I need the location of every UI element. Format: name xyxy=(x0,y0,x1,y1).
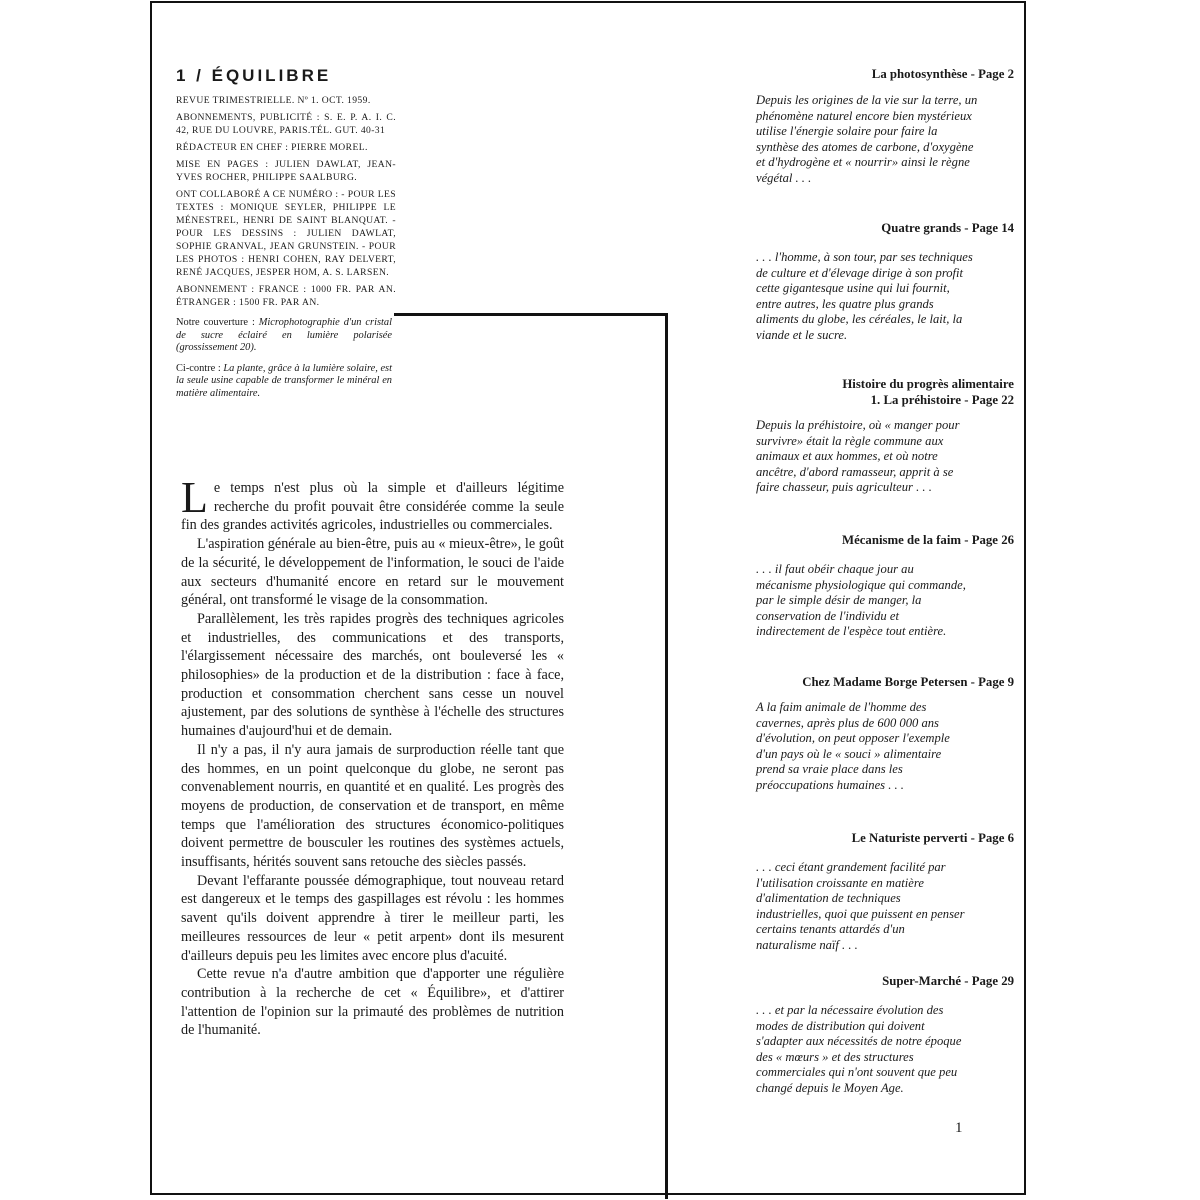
contributors-credits: ONT COLLABORÉ A CE NUMÉRO : - POUR LES TEXTES : MONIQUE SEYLER, PHILIPPE LE MÉNESTREL, HENRI DE SAINT BLANQUAT. - POUR LES DESSINS : JULIEN DAWLAT, SOPHIE GRANVAL, JEAN GRUNSTEIN. - POUR LES PHOTOS : HENRI COHEN, RAY DELVERT, RENÉ JACQUES, JESPER HOM, A. S. LARSEN. xyxy=(176,189,396,278)
toc-heading: Chez Madame Borge Petersen - Page 9 xyxy=(802,675,1014,689)
bracket-rule-vertical xyxy=(665,313,668,1199)
page-number: 1 xyxy=(955,1120,963,1136)
masthead xyxy=(176,66,396,404)
journal-title: 1 / ÉQUILIBRE xyxy=(176,66,332,85)
toc-heading: Quatre grands - Page 14 xyxy=(881,221,1014,235)
article-paragraph-5: Devant l'effarante poussée démographique, tout nouveau retard est dangereux et le temps des gaspillages est révolu : les hommes savent qu'ils doivent apprendre à tirer le meilleur parti, les meilleures ressources de leur « petit arpent» dont ils mesurent d'ailleurs depuis peu les limites avec encore plus d'acuité. xyxy=(181,872,564,964)
toc-summary: . . . et par la nécessaire évolution des modes de distribution qui doivent s'adapter aux nécessités de notre époque des « mœurs » et des structures commerciales qui n'ont souvent que peu changé depuis le Moyen Age. xyxy=(756,1003,962,1095)
toc-heading: Super-Marché - Page 29 xyxy=(882,974,1014,988)
article-paragraph-1 xyxy=(181,473,564,535)
toc-entry-histoire-progres[interactable] xyxy=(756,376,1014,496)
cover-caption-text: Microphotographie d'un cristal de sucre éclairé en lumière polarisée (grossissement 20). xyxy=(176,317,392,353)
opposite-caption-text: La plante, grâce à la lumière solaire, est la seule usine capable de transformer le minéral en matière alimentaire. xyxy=(176,362,392,399)
cover-caption-label: Notre couverture : xyxy=(176,317,259,328)
editor-line: RÉDACTEUR EN CHEF : PIERRE MOREL. xyxy=(176,142,368,153)
toc-summary: Depuis les origines de la vie sur la terre, un phénomène naturel encore bien mystérieux utilise l'énergie solaire pour faire la synthèse des atomes de carbone, d'oxygène et d'hydrogène et « nourrir» ainsi le règne végétal . . . xyxy=(756,93,978,185)
issue-line: REVUE TRIMESTRIELLE. Nº 1. OCT. 1959. xyxy=(176,95,371,106)
toc-entry-super-marche[interactable] xyxy=(756,973,1014,1097)
cover-caption xyxy=(176,317,392,355)
toc-entry-quatre-grands[interactable] xyxy=(756,220,1014,344)
layout-credits: MISE EN PAGES : JULIEN DAWLAT, JEAN-YVES ROCHER, PHILIPPE SAALBURG. xyxy=(176,159,396,183)
editorial-article xyxy=(181,473,564,1040)
toc-heading-line-2: 1. La préhistoire - Page 22 xyxy=(870,393,1014,407)
toc-entry-borge-petersen[interactable] xyxy=(756,674,1014,794)
toc-summary: . . . ceci étant grandement facilité par l'utilisation croissante en matière d'alimentation de techniques industrielles, quoi que puissent en penser certains tenants attardés d'un naturalisme naïf . . . xyxy=(756,860,965,952)
article-paragraph-2: L'aspiration générale au bien-être, puis au « mieux-être», le goût de la sécurité, le développement de l'information, le souci de l'aide aux secteurs d'humanité encore en retard sur le mouvement général, ont transformé le visage de la consommation. xyxy=(181,536,564,609)
article-paragraph-3: Parallèlement, les très rapides progrès des techniques agricoles et industrielles, des communications et des transports, l'élargissement nécessaire des marchés, ont bouleversé les « philosophies» de la production et de la distribution : face à face, production et consommation cherchent sans cesse un nouvel ajustement, par des solutions de synthèse à l'échelle des structures humaines d'aujourd'hui et de demain. xyxy=(181,610,564,740)
toc-heading: La photosynthèse - Page 2 xyxy=(871,67,1014,81)
subscriptions-line: ABONNEMENTS, PUBLICITÉ : S. E. P. A. I. C. 42, RUE DU LOUVRE, PARIS.TÉL. GUT. 40-31 xyxy=(176,112,396,136)
article-paragraph-1-text: e temps n'est plus où la simple et d'ailleurs légitime recherche du profit pouvait être considérée comme la seule fin des grandes activités agricoles, industrielles ou commerciales. xyxy=(181,480,564,534)
article-paragraph-4: Il n'y a pas, il n'y aura jamais de surproduction réelle tant que des hommes, en un point quelconque du globe, ne seront pas convenablement nourris, en quantité et en qualité. Les progrès des moyens de production, de conservation et de transport, en même temps que l'amélioration des structures économico-politiques doivent permettre de bousculer les routines des systèmes actuels, insuffisants, hérités souvent sans retouche des siècles passés. xyxy=(181,741,564,871)
toc-entry-photosynthese[interactable] xyxy=(756,66,1014,187)
toc-heading: Mécanisme de la faim - Page 26 xyxy=(841,533,1014,547)
opposite-caption-label: Ci-contre : xyxy=(176,362,224,374)
bracket-rule-horizontal xyxy=(394,313,668,316)
toc-summary: A la faim animale de l'homme des cavernes, après plus de 600 000 ans d'évolution, on peut opposer l'exemple d'un pays où le « souci » alimentaire prend sa vraie place dans les préoccupations humaines . . . xyxy=(756,700,950,792)
toc-summary: . . . l'homme, à son tour, par ses techniques de culture et d'élevage dirige à son profit cette gigantesque usine qui lui fournit, entre autres, les quatre plus grands aliments du globe, les céréales, le lait, la viande et le sucre. xyxy=(756,250,973,342)
toc-entry-naturiste-perverti[interactable] xyxy=(756,830,1014,954)
drop-cap: L xyxy=(181,473,208,522)
subscription-prices: ABONNEMENT : FRANCE : 1000 FR. PAR AN. ÉTRANGER : 1500 FR. PAR AN. xyxy=(176,284,396,308)
toc-summary: Depuis la préhistoire, où « manger pour survivre» était la règle commune aux animaux et aux hommes, et où notre ancêtre, d'abord ramasseur, apprit à se faire chasseur, puis agriculteur . . . xyxy=(756,418,960,495)
toc-heading: Histoire du progrès alimentaire xyxy=(842,377,1014,391)
article-paragraph-6: Cette revue n'a d'autre ambition que d'apporter une régulière contribution à la recherche de cet « Équilibre», et d'attirer l'attention de l'opinion sur la primauté des problèmes de nutrition de l'humanité. xyxy=(181,966,564,1039)
toc-entry-mecanisme-faim[interactable] xyxy=(756,532,1014,640)
toc-summary: . . . il faut obéir chaque jour au mécanisme physiologique qui commande, par le simple désir de manger, la conservation de l'individu et indirectement de l'espèce tout entière. xyxy=(756,562,966,639)
toc-heading: Le Naturiste perverti - Page 6 xyxy=(851,831,1014,845)
opposite-caption xyxy=(176,363,392,401)
